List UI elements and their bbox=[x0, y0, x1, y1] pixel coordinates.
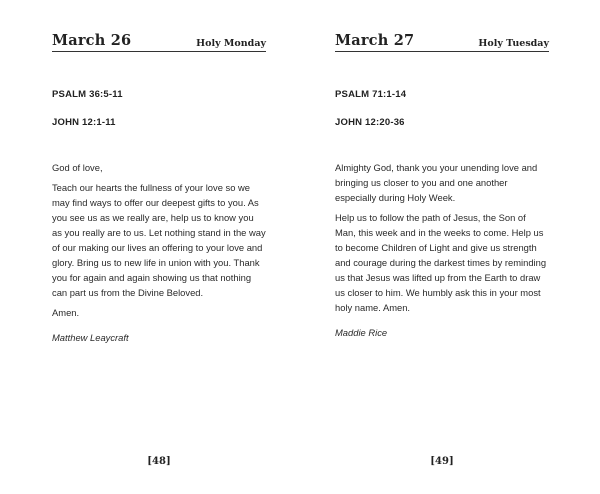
prayer-text bbox=[335, 160, 549, 341]
page-date: March 26 bbox=[52, 32, 132, 49]
page-header bbox=[52, 33, 266, 52]
page-date: March 27 bbox=[335, 32, 415, 49]
scripture-reference: PSALM 71:1-14 bbox=[335, 89, 407, 100]
author-name: Maddie Rice bbox=[335, 327, 388, 339]
liturgical-day: Holy Monday bbox=[196, 38, 266, 49]
prayer-text bbox=[52, 160, 266, 345]
page-number: [48] bbox=[147, 456, 171, 467]
scripture-reference: PSALM 36:5-11 bbox=[52, 89, 123, 100]
prayer-paragraph: Amen. bbox=[52, 306, 80, 318]
author-name: Matthew Leaycraft bbox=[52, 331, 129, 343]
prayer-paragraph: Almighty God, thank you your unending love and bringing us closer to you and one another especially during Holy Week. bbox=[335, 162, 538, 204]
prayer-paragraph: Teach our hearts the fullness of your love so we may find ways to offer our deepest gifts to you. As you see us as we really are, help us to know you as you really are to us. Let nothing stand in the way of our making our lives an offering to your love and glory. Bring us to new life in union with you. Thank you for again and again showing us that nothing can part us from the Divine Beloved. bbox=[52, 181, 266, 299]
left-page bbox=[52, 0, 266, 494]
page-number: [49] bbox=[430, 456, 454, 467]
page-header bbox=[335, 33, 549, 52]
scripture-reference: JOHN 12:20-36 bbox=[335, 117, 405, 128]
right-page bbox=[335, 0, 549, 494]
prayer-paragraph: Help us to follow the path of Jesus, the Son of Man, this week and in the weeks to come. Help us to become Children of Light and give us strength and courage during the darkest times by reminding us that Jesus was lifted up from the Earth to draw us closer to him. We humbly ask this in your most holy name. Amen. bbox=[335, 211, 547, 314]
liturgical-day: Holy Tuesday bbox=[478, 38, 549, 49]
scripture-reference: JOHN 12:1-11 bbox=[52, 117, 116, 128]
prayer-paragraph: God of love, bbox=[52, 162, 103, 173]
